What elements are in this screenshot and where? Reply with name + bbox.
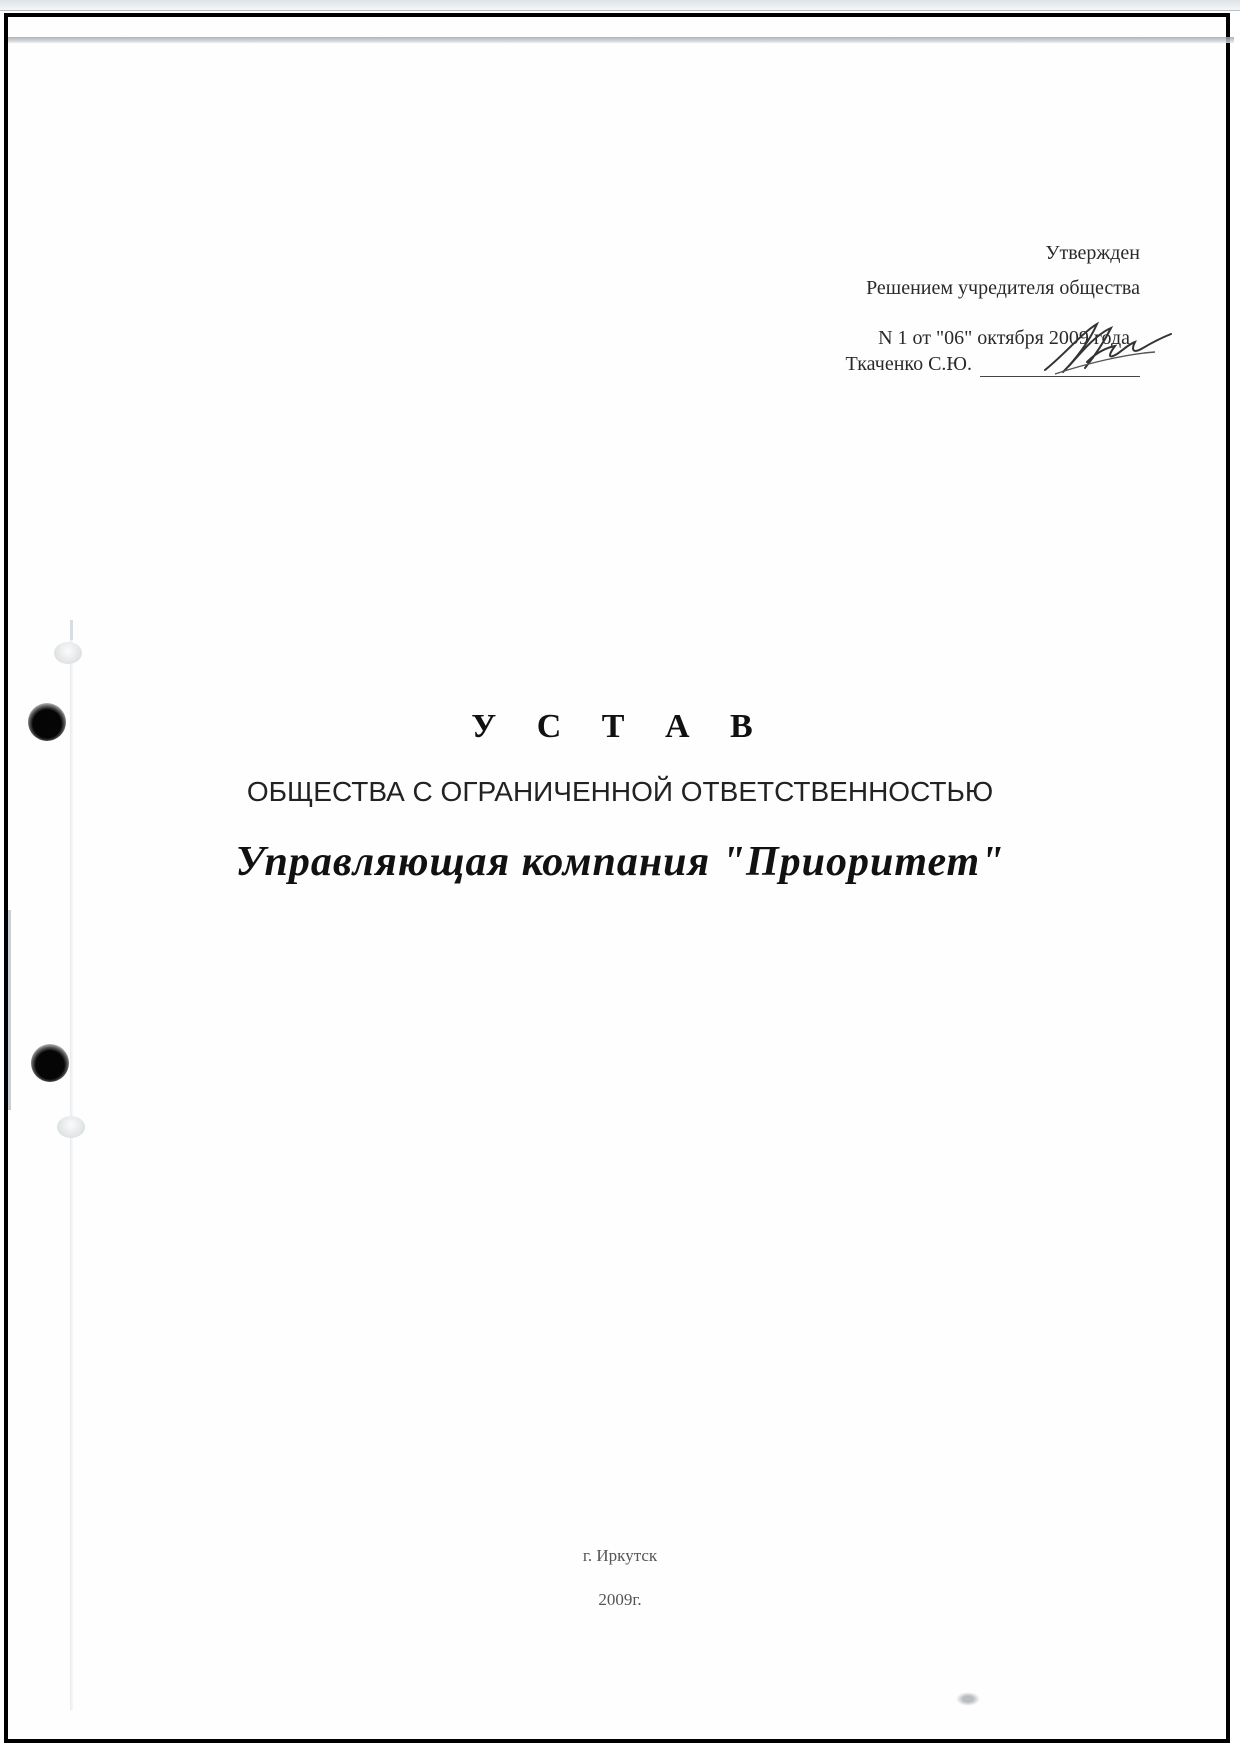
signatory-name: Ткаченко С.Ю. bbox=[845, 353, 972, 375]
punch-hole-bottom bbox=[31, 1044, 69, 1082]
binder-knob-top bbox=[54, 642, 82, 664]
scan-smudge bbox=[956, 1692, 980, 1706]
approval-decision: Решением учредителя общества bbox=[866, 277, 1140, 299]
signature-row bbox=[720, 351, 1140, 377]
document-subtitle: ОБЩЕСТВА С ОГРАНИЧЕННОЙ ОТВЕТСТВЕННОСТЬЮ bbox=[246, 776, 994, 807]
company-name: Управляющая компания "Приоритет" bbox=[235, 839, 1005, 885]
approval-block bbox=[720, 240, 1140, 377]
handwritten-signature bbox=[1035, 314, 1175, 384]
left-edge-strip bbox=[8, 910, 11, 1110]
document-title: У С Т А В bbox=[471, 708, 769, 745]
year-label: 2009г. bbox=[598, 1590, 642, 1609]
decision-number: N 1 от "06" октября 2009 года bbox=[878, 327, 1130, 349]
page-top-edge bbox=[8, 37, 1234, 43]
approval-status: Утвержден bbox=[1045, 242, 1140, 264]
city-label: г. Иркутск bbox=[582, 1546, 658, 1565]
binder-knob-bottom bbox=[57, 1116, 85, 1138]
scan-top-strip bbox=[0, 0, 1240, 11]
signature-line bbox=[980, 352, 1140, 377]
